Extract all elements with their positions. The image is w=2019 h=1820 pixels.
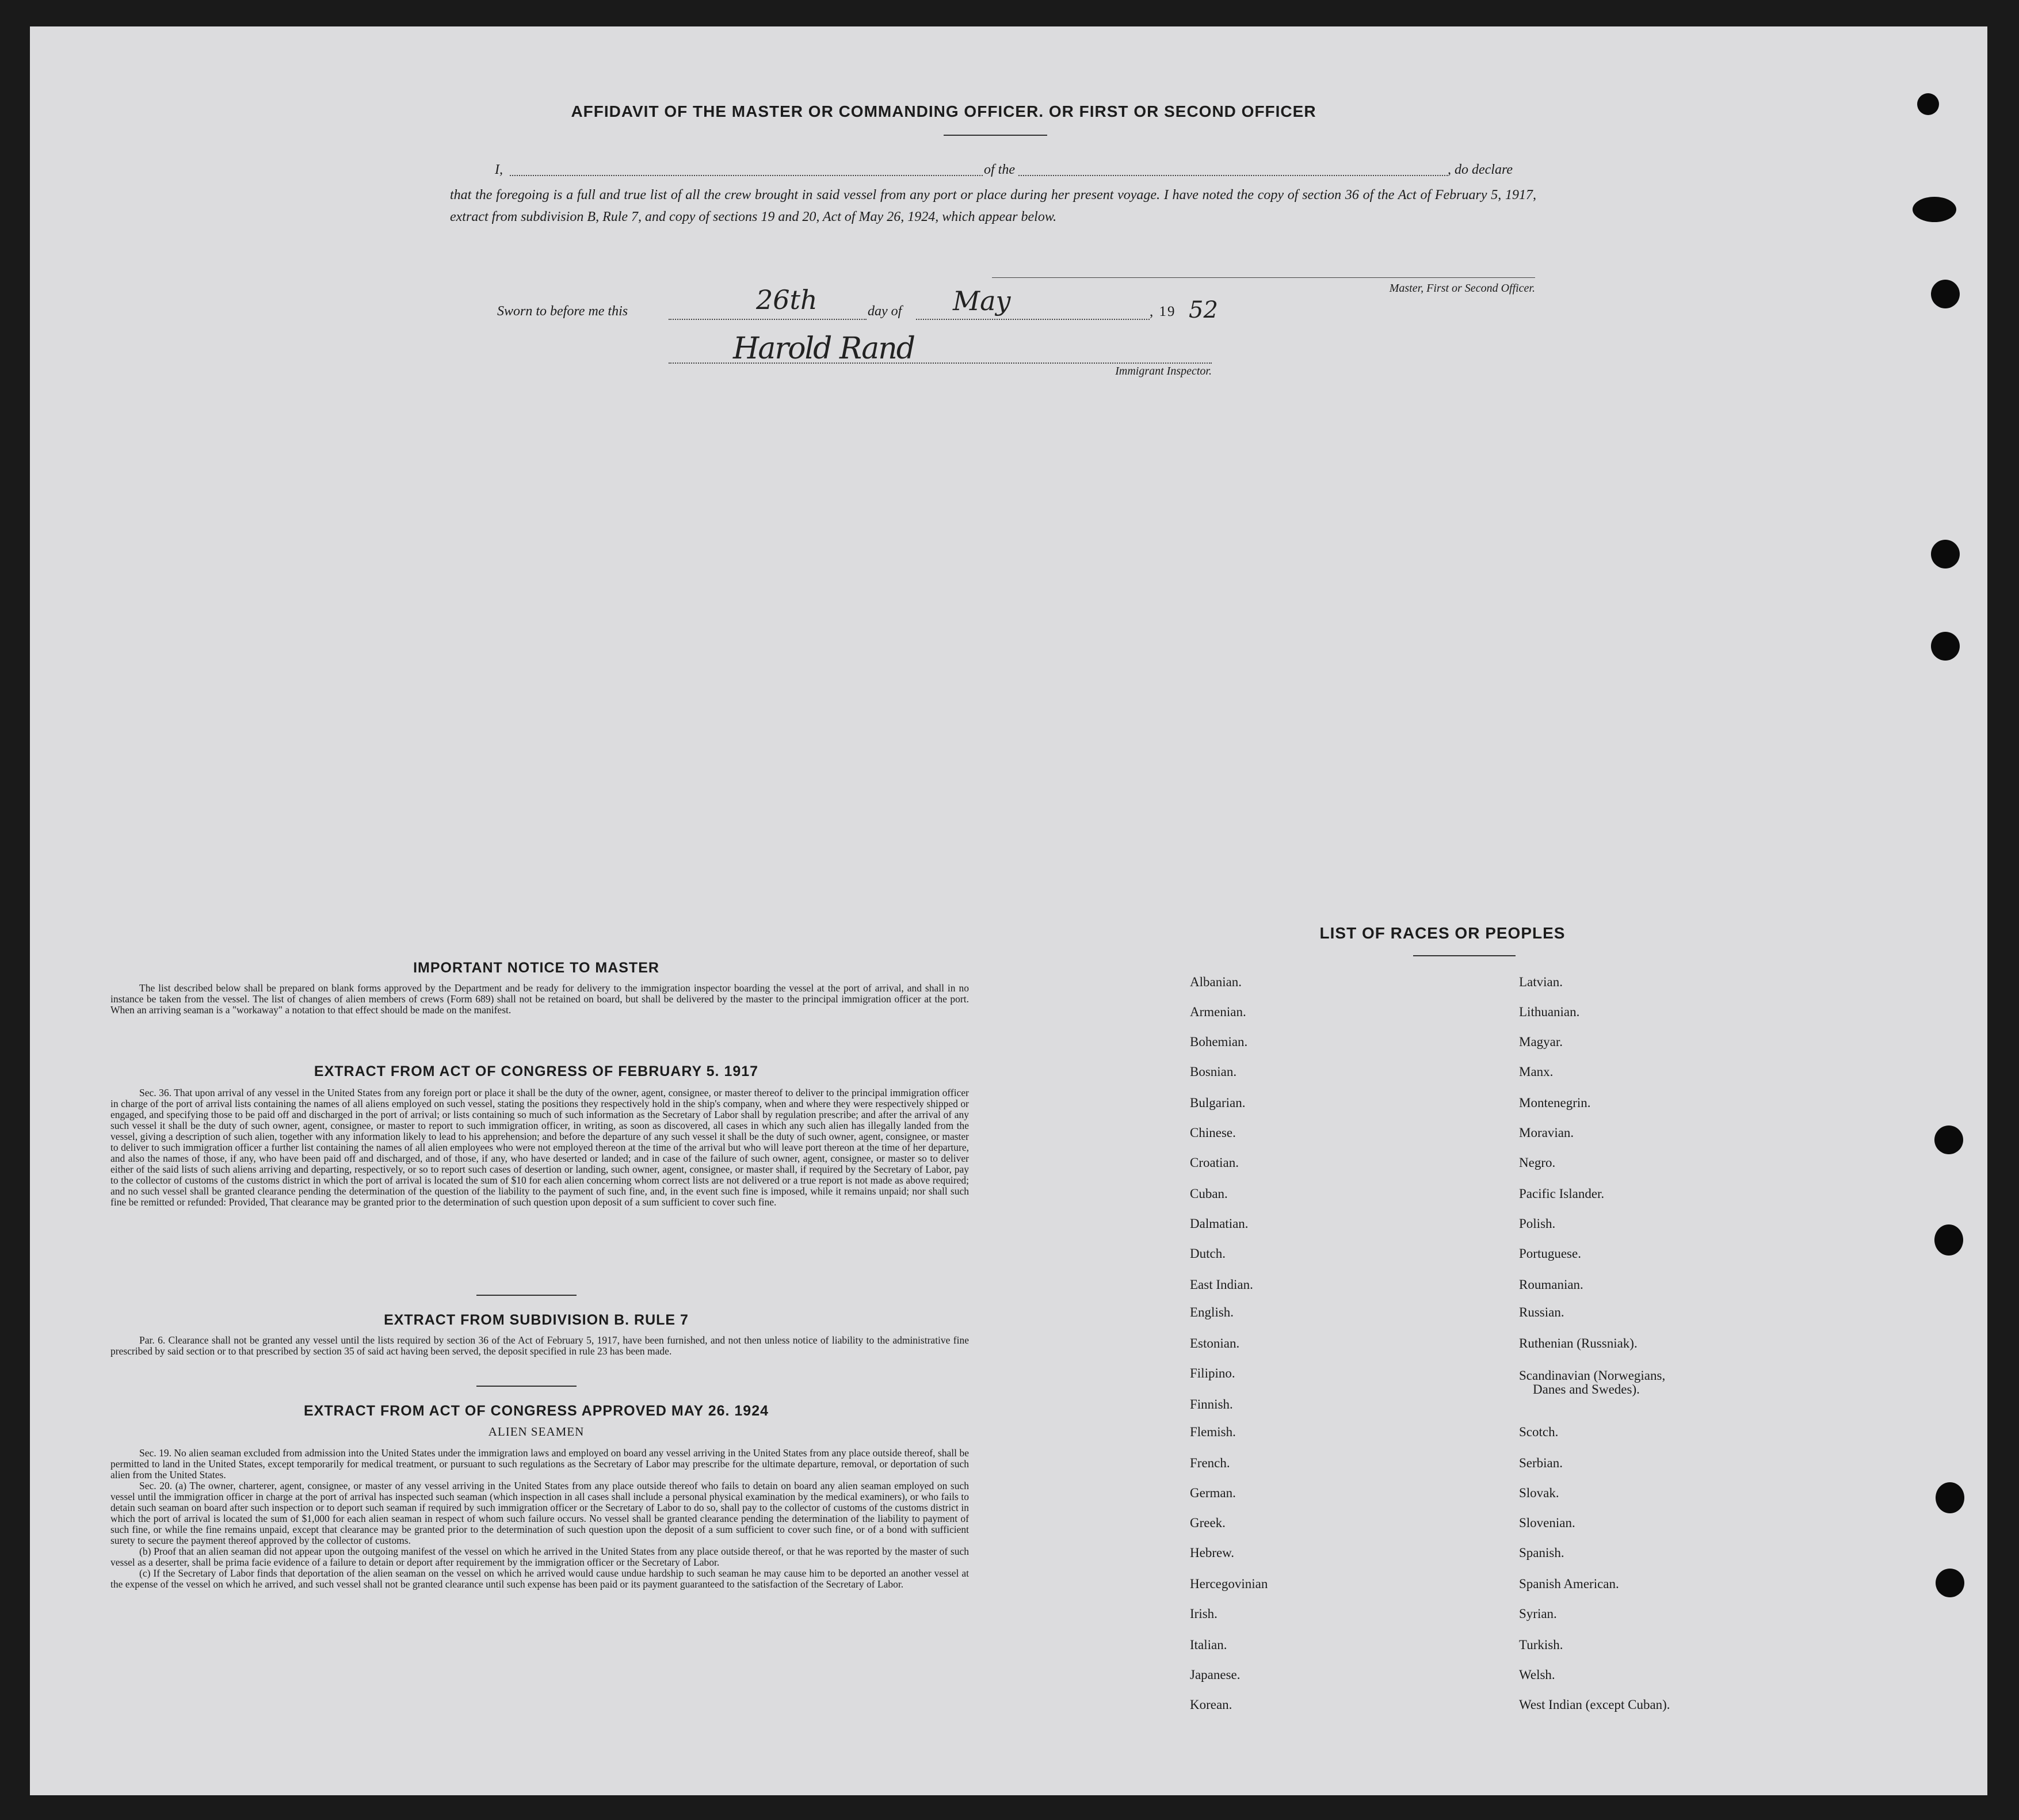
race-item-right: Latvian.	[1519, 975, 1563, 989]
race-item-right: Serbian.	[1519, 1456, 1563, 1470]
binder-hole	[1936, 1482, 1964, 1513]
extract-divider	[476, 1295, 577, 1296]
race-item-left: East Indian.	[1190, 1277, 1253, 1292]
race-item-right: Polish.	[1519, 1216, 1556, 1231]
day-of-label: day of	[868, 304, 902, 319]
race-item-left: Cuban.	[1190, 1186, 1228, 1201]
inspector-blank	[669, 363, 1212, 364]
race-item-right: Pacific Islander.	[1519, 1186, 1605, 1201]
race-item-left: Filipino.	[1190, 1366, 1235, 1380]
binder-hole	[1936, 1569, 1964, 1597]
sworn-label: Sworn to before me this	[497, 304, 628, 319]
race-item-left: Bulgarian.	[1190, 1096, 1246, 1110]
race-item-left: Chinese.	[1190, 1125, 1236, 1140]
race-item-left: Albanian.	[1190, 975, 1242, 989]
race-item-left: Greek.	[1190, 1516, 1226, 1530]
extract3-sec20a: Sec. 20. (a) The owner, charterer, agent, consignee, or master of any vessel arriving in the United States from any place outside thereof who fails to detain on board any alien seaman employed on such vessel until the immigration officer in charge at the port of arrival has inspected such seaman (which inspection in all cases shall include a personal physical examination by the medical examiners), or who fails to detain such seaman on board after such inspection or to deport such seaman if required by such immigration officer or the Secretary of Labor to do so, shall pay to the collector of customs of the customs district in which the port of arrival is located the sum of $1,000 for each alien seaman in respect of whom such failure occurs. No vessel shall be granted clearance pending the determination of the liability to payment of such fine, or while the fine remains unpaid, except that clearance may be granted prior to the determination of such question upon the deposit of a sum sufficient to cover such fine, or of a bond with sufficient surety to secure the payment thereof approved by the collector of customs.	[110, 1480, 969, 1546]
day-handwritten: 26th	[756, 284, 818, 315]
name-blank	[510, 175, 983, 176]
race-item-left: Hebrew.	[1190, 1546, 1235, 1560]
year-prefix: , 19	[1150, 304, 1176, 319]
document-page	[30, 26, 1987, 1795]
title-divider	[944, 135, 1047, 136]
race-item-left: Korean.	[1190, 1697, 1232, 1712]
inspector-label: Immigrant Inspector.	[1115, 365, 1212, 377]
affidavit-declare-label: , do declare	[1448, 162, 1513, 177]
race-item-left: German.	[1190, 1486, 1236, 1500]
race-item-right: Syrian.	[1519, 1607, 1557, 1621]
race-item-right: Negro.	[1519, 1155, 1556, 1170]
notice-body-block	[110, 983, 969, 1016]
race-item-right: Manx.	[1519, 1064, 1554, 1079]
race-item-right: Magyar.	[1519, 1035, 1563, 1049]
extract2-title: EXTRACT FROM SUBDIVISION B. RULE 7	[384, 1312, 689, 1328]
race-item-right: Montenegrin.	[1519, 1096, 1591, 1110]
race-item-right: Portuguese.	[1519, 1246, 1581, 1261]
binder-hole	[1931, 632, 1960, 661]
extract3-sec20c: (c) If the Secretary of Labor finds that deportation of the alien seaman on the vessel on which he arrived would cause undue hardship to such seaman he may cause him to be deported an another vessel at the expense of the vessel on which he arrived, and such vessel shall not be granted clearance until such expense has been paid or its payment guaranteed to the satisfaction of the Secretary of Labor.	[110, 1567, 969, 1590]
extract3-subtitle: ALIEN SEAMEN	[488, 1425, 585, 1439]
extract3-title: EXTRACT FROM ACT OF CONGRESS APPROVED MAY 26. 1924	[303, 1403, 769, 1419]
race-item-right: Welsh.	[1519, 1668, 1555, 1682]
race-item-left: French.	[1190, 1456, 1230, 1470]
races-divider	[1413, 955, 1516, 956]
extract2-block	[110, 1335, 969, 1357]
affidavit-title: AFFIDAVIT OF THE MASTER OR COMMANDING OFFICER. OR FIRST OR SECOND OFFICER	[571, 102, 1316, 120]
extract2-body: Par. 6. Clearance shall not be granted any vessel until the lists required by section 36 of the Act of February 5, 1917, have been furnished, and not then unless notice of liability to the administrative fine prescribed by said section or to that prescribed by section 35 of said act having been served, the deposit specified in rule 23 has been made.	[110, 1334, 969, 1357]
race-item-left: Estonian.	[1190, 1336, 1240, 1350]
binder-hole	[1934, 1224, 1963, 1256]
race-item-left: Dutch.	[1190, 1246, 1226, 1261]
extract-divider	[476, 1386, 577, 1387]
extract1-body: Sec. 36. That upon arrival of any vessel in the United States from any foreign port or place it shall be the duty of the owner, agent, consignee, or master thereof to deliver to the principal immigration officer in charge of the port of arrival lists containing the names of all aliens employed on such vessel, stating the positions they respectively hold in the ship's company, when and where they were respectively shipped or engaged, and specifying those to be paid off and discharged in the port of arrival; or lists containing so much of such information as the Secretary of Labor shall by regulation prescribe; and after the arrival of any such vessel it shall be the duty of such owner, agent, consignee, or master to report to such immigration officer, in writing, as soon as discovered, all cases in which any such alien has illegally landed from the vessel, giving a description of such alien, together with any information likely to lead to his apprehension; and before the departure of any such vessel it shall be the duty of such owner, agent, consignee, or master to deliver to such immigration officer a further list containing the names of all alien employees who were not employed thereon at the time of the arrival but who will leave port thereon at the time of her departure, and also the names of those, if any, who have been paid off and discharged, and of those, if any, who have deserted or landed; and in case of the failure of such owner, agent, consignee, or master so to deliver either of the said lists of such aliens arriving and departing, respectively, or so to report such cases of desertion or landing, such owner, agent, consignee, or master shall, if required by the Secretary of Labor, pay to the collector of customs of the customs district in which the port of arrival is located the sum of $10 for each alien concerning whom correct lists are not delivered or a true report is not made as above required; and no such vessel shall be granted clearance pending the determination of the question of the liability to the payment of such fine, and, in the event such fine is imposed, while it remains unpaid; nor shall such fine be remitted or refunded: Provided, That clearance may be granted prior to the determination of such question upon deposit of a sum sufficient to cover such fine.	[110, 1087, 969, 1208]
master-label: Master, First or Second Officer.	[1389, 282, 1535, 295]
binder-hole	[1934, 1125, 1963, 1154]
extract3-sec19: Sec. 19. No alien seaman excluded from admission into the United States under the immigration laws and employed on board any vessel arriving in the United States from any place outside thereof, shall be permitted to land in the United States, except temporarily for medical treatment, or pursuant to such regulations as the Secretary of Labor may prescribe for the ultimate departure, removal, or deportation of such alien from the United States.	[110, 1447, 969, 1481]
race-item-right: Russian.	[1519, 1305, 1564, 1319]
race-item-right: Roumanian.	[1519, 1277, 1583, 1292]
race-item-left: Italian.	[1190, 1638, 1227, 1652]
race-item-right: Spanish.	[1519, 1546, 1564, 1560]
notice-title: IMPORTANT NOTICE TO MASTER	[413, 960, 659, 976]
notice-body: The list described below shall be prepared on blank forms approved by the Department and be ready for delivery to the immigration inspector boarding the vessel at the port of arrival, and shall in no instance be taken from the vessel. The list of changes of alien members of crews (Form 689) shall not be retained on board, but shall be delivered by the master to the principal immigration officer at the port. When an arriving seaman is a "workaway" a notation to that effect should be made on the manifest.	[110, 982, 969, 1016]
race-item-left: Irish.	[1190, 1607, 1217, 1621]
binder-hole	[1931, 280, 1960, 308]
month-handwritten: May	[953, 285, 1011, 316]
races-title: LIST OF RACES OR PEOPLES	[1319, 924, 1566, 942]
race-item-right: Slovak.	[1519, 1486, 1559, 1500]
race-item-left: Croatian.	[1190, 1155, 1239, 1170]
race-item-right: West Indian (except Cuban).	[1519, 1697, 1670, 1712]
extract3-block	[110, 1448, 969, 1590]
binder-hole	[1917, 93, 1939, 115]
race-item-right: Scandinavian (Norwegians,	[1519, 1368, 1666, 1383]
extract3-sec20b: (b) Proof that an alien seaman did not appear upon the outgoing manifest of the vessel on which he arrived in the United States from any place outside thereof, or that he was reported by the master of such vessel as a deserter, shall be prima facie evidence of a failure to detain or deport after requirement by the immigration officer or the Secretary of Labor.	[110, 1546, 969, 1568]
race-item-left: Bosnian.	[1190, 1064, 1237, 1079]
race-item-right: Scotch.	[1519, 1425, 1559, 1439]
race-item-right: Turkish.	[1519, 1638, 1563, 1652]
race-item-right: Danes and Swedes).	[1533, 1382, 1640, 1397]
race-item-right: Moravian.	[1519, 1125, 1574, 1140]
month-blank	[916, 319, 1150, 320]
race-item-left: Flemish.	[1190, 1425, 1236, 1439]
race-item-right: Ruthenian (Russniak).	[1519, 1336, 1638, 1350]
affidavit-of-label: of the	[984, 162, 1015, 177]
day-blank	[669, 319, 867, 320]
race-item-left: Japanese.	[1190, 1668, 1241, 1682]
extract1-block	[110, 1088, 969, 1208]
inspector-signature: Harold Rand	[733, 331, 915, 366]
race-item-right: Lithuanian.	[1519, 1005, 1580, 1019]
race-item-right: Spanish American.	[1519, 1577, 1619, 1591]
race-item-right: Slovenian.	[1519, 1516, 1575, 1530]
affidavit-body: that the foregoing is a full and true list of all the crew brought in said vessel from any port or place during her present voyage. I have noted the copy of section 36 of the Act of February 5, 1917, extract from subdivision B, Rule 7, and copy of sections 19 and 20, Act of May 26, 1924, which appear below.	[450, 188, 1536, 224]
extract1-title: EXTRACT FROM ACT OF CONGRESS OF FEBRUARY 5. 1917	[314, 1063, 759, 1079]
vessel-blank	[1018, 175, 1448, 176]
binder-hole	[1931, 540, 1960, 568]
affidavit-i-label: I,	[495, 162, 503, 177]
race-item-left: Armenian.	[1190, 1005, 1246, 1019]
binder-hole	[1913, 197, 1956, 222]
race-item-left: Finnish.	[1190, 1397, 1233, 1411]
race-item-left: Hercegovinian	[1190, 1577, 1268, 1591]
race-item-left: Dalmatian.	[1190, 1216, 1249, 1231]
race-item-left: English.	[1190, 1305, 1234, 1319]
year-handwritten: 52	[1189, 297, 1218, 323]
race-item-left: Bohemian.	[1190, 1035, 1248, 1049]
master-signature-line	[992, 277, 1535, 278]
